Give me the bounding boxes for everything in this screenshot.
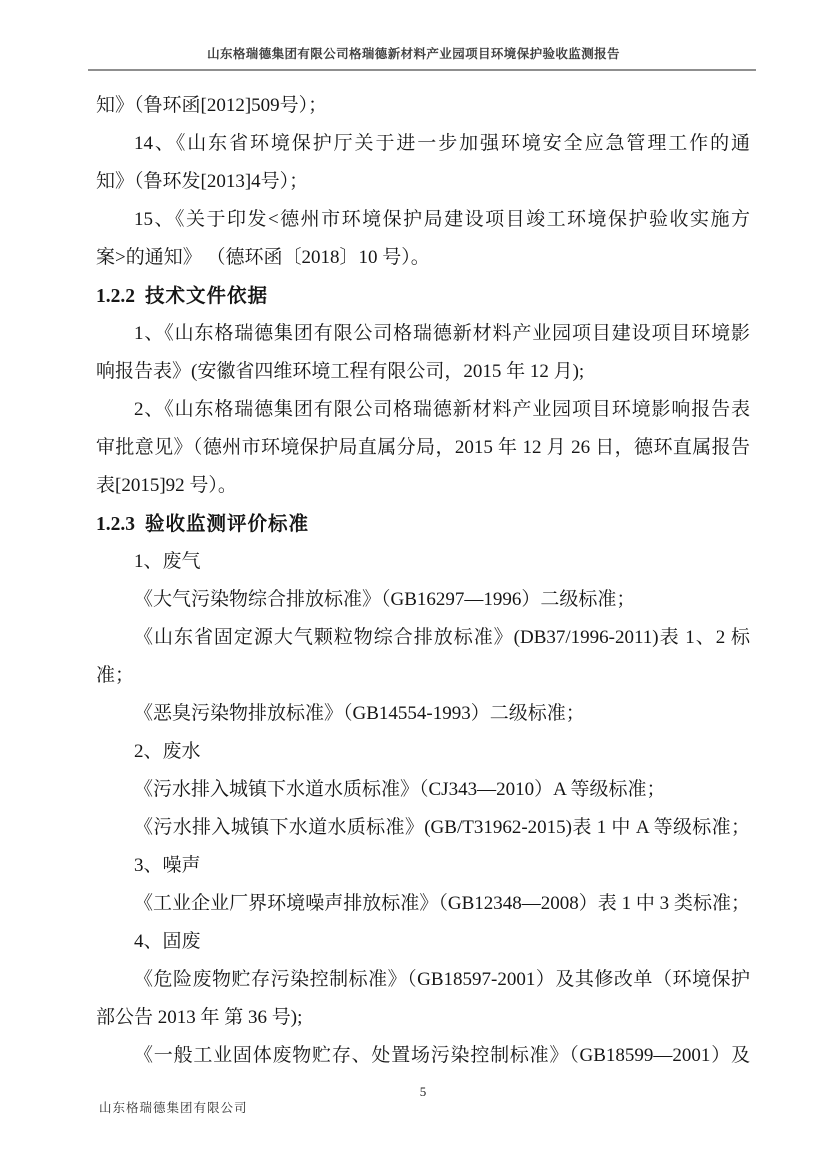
section-number: 1.2.2	[96, 286, 135, 307]
text-line: 案>的通知》 （德环函〔2018〕10 号）。	[96, 247, 430, 268]
section-heading-1-2-2	[96, 277, 750, 315]
text-line: 15、《关于印发<德州市环境保护局建设项目竣工环境保护验收实施方	[134, 209, 750, 230]
text-line: 《工业企业厂界环境噪声排放标准》（GB12348—2008）表 1 中 3 类标准；	[134, 893, 750, 914]
text-line: 2、《山东格瑞德集团有限公司格瑞德新材料产业园项目环境影响报告表	[134, 399, 750, 420]
text-line: 3、噪声	[134, 855, 201, 876]
text-line: 1、废气	[134, 551, 201, 572]
text-line: 部公告 2013 年 第 36 号);	[96, 1007, 303, 1028]
section-title: 技术文件依据	[145, 285, 269, 307]
text-line: 《一般工业固体废物贮存、处置场污染控制标准》（GB18599—2001）及	[134, 1045, 750, 1066]
section-title: 验收监测评价标准	[145, 513, 310, 535]
text-line: 《山东省固定源大气颗粒物综合排放标准》(DB37/1996-2011)表 1、2 标	[134, 627, 750, 648]
text-line: 《污水排入城镇下水道水质标准》(GB/T31962-2015)表 1 中 A 等级标准；	[134, 817, 750, 838]
text-line: 4、固废	[134, 931, 201, 952]
text-line: 审批意见》（德州市环境保护局直属分局，2015 年 12 月 26 日，德环直属报告	[96, 437, 750, 458]
text-line: 2、废水	[134, 741, 201, 762]
text-line: 1、《山东格瑞德集团有限公司格瑞德新材料产业园项目建设项目环境影	[134, 323, 750, 344]
text-line: 准；	[96, 665, 135, 686]
text-line: 《危险废物贮存污染控制标准》（GB18597-2001）及其修改单（环境保护	[134, 969, 750, 990]
header-rule	[88, 69, 756, 71]
section-heading-1-2-3	[96, 505, 750, 543]
text-line: 响报告表》(安徽省四维环境工程有限公司，2015 年 12 月);	[96, 361, 585, 382]
text-line: 知》（鲁环发[2013]4号）；	[96, 171, 309, 192]
running-header-title: 山东格瑞德集团有限公司格瑞德新材料产业园项目环境保护验收监测报告	[207, 47, 620, 61]
text-line: 14、《山东省环境保护厅关于进一步加强环境安全应急管理工作的通	[134, 133, 750, 154]
text-line: 《污水排入城镇下水道水质标准》（CJ343—2010）A 等级标准；	[134, 779, 666, 800]
text-line: 《大气污染物综合排放标准》（GB16297—1996）二级标准；	[134, 589, 636, 610]
text-line: 《恶臭污染物排放标准》（GB14554-1993）二级标准；	[134, 703, 585, 724]
document-body	[96, 87, 750, 1075]
text-line: 表[2015]92 号）。	[96, 475, 237, 496]
page-number: 5	[419, 1084, 427, 1099]
text-line: 知》（鲁环函[2012]509号）；	[96, 95, 328, 116]
footer-company-name: 山东格瑞德集团有限公司	[99, 1101, 248, 1115]
section-number: 1.2.3	[96, 514, 135, 535]
